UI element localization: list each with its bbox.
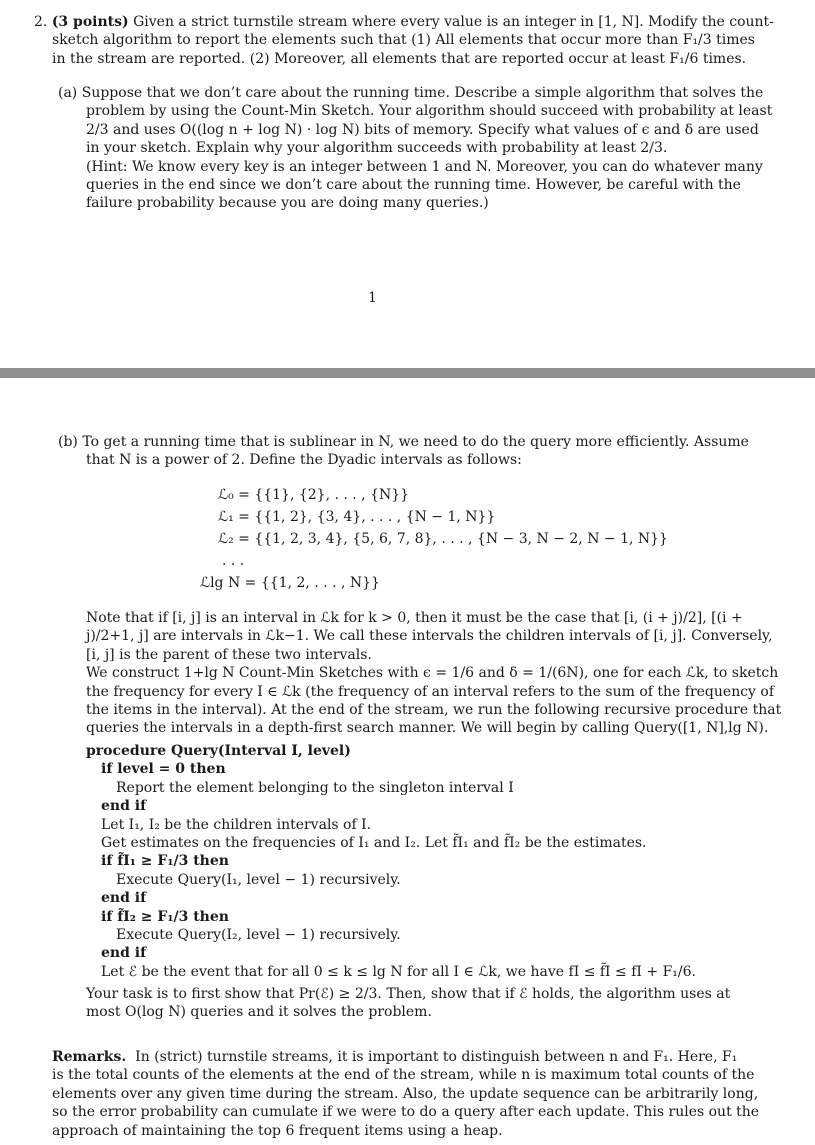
problem-line-3: in the stream are reported. (2) Moreover, all elements that are reported occur at least F₁/6 times. [52,50,747,67]
problem-number: 2. [34,14,48,30]
algo-event-def: Let ℰ be the event that for all 0 ≤ k ≤ lg N for all I ∈ ℒk, we have fI ≤ f̃I ≤ fI + F₁/6. [101,963,696,980]
part-b-body-line-6: the items in the interval). At the end of the stream, we run the following recursive procedure that [86,702,782,719]
remarks [52,1048,760,1140]
part-a-label: (a) [58,85,78,101]
problem-points: (3 points) [51,14,129,30]
part-b-body-line-5: the frequency for every I ∈ ℒk (the frequency of an interval refers to the sum of the frequency of [86,683,775,700]
part-b-body-line-3: [i, j] is the parent of these two intervals. [86,646,372,663]
page-number: 1 [368,290,377,306]
algo-exec-i1: Execute Query(I₁, level − 1) recursively. [116,871,401,888]
part-b-intro [58,433,749,470]
dyadic-ellipsis: . . . [222,553,245,569]
remarks-line-1: Remarks. In (strict) turnstile streams, it is important to distinguish between n and F₁. Here, F₁ [52,1049,738,1065]
remarks-line-3: elements over any given time during the stream. Also, the update sequence can be arbitrarily long, [52,1085,759,1102]
page-separator [0,368,815,378]
remarks-label: Remarks. [52,1049,127,1065]
part-a-hint-line-2: queries in the end since we don’t care about the running time. However, be careful with the [86,177,741,194]
part-b-body-line-2: j)/2+1, j] are intervals in ℒk−1. We call these intervals the children intervals of [i, j]. Conversely, [86,628,773,645]
problem-line-2: sketch algorithm to report the elements such that (1) All elements that occur more than F₁/3 times [52,32,755,49]
algo-if-level: if level = 0 then [101,761,226,778]
dyadic-l1: ℒ₁ = {{1, 2}, {3, 4}, . . . , {N − 1, N}} [218,509,496,525]
part-b-line-2: that N is a power of 2. Define the Dyadic intervals as follows: [86,452,522,469]
part-b-body-line-7: queries the intervals in a depth-first search manner. We will begin by calling Query([1, N],lg N). [86,720,769,737]
query-algorithm [86,742,730,981]
algo-if-i1: if f̃I₁ ≥ F₁/3 then [101,853,229,870]
part-b-task [86,985,730,1022]
algo-report: Report the element belonging to the singleton interval I [116,779,514,796]
algo-if-i2: if f̃I₂ ≥ F₁/3 then [101,908,229,925]
part-a-line-4: in your sketch. Explain why your algorithm succeeds with probability at least 2/3. [86,140,668,157]
problem-statement [34,13,774,68]
algo-exec-i2: Execute Query(I₂, level − 1) recursively. [116,927,401,944]
remarks-line-4: so the error probability can cumulate if we were to do a query after each update. This rules out the [52,1104,760,1121]
part-b-task-line-1: Your task is to first show that Pr(ℰ) ≥ 2/3. Then, show that if ℰ holds, the algorithm uses at [86,986,731,1002]
algo-end-if-3: end if [101,945,147,962]
remarks-line-5: approach of maintaining the top 6 frequent items using a heap. [52,1122,503,1139]
dyadic-l2: ℒ₂ = {{1, 2, 3, 4}, {5, 6, 7, 8}, . . . , {N − 3, N − 2, N − 1, N}} [218,531,668,547]
problem-line-1: 2. (3 points) Given a strict turnstile stream where every value is an integer in [1, N]. Modify the count- [34,14,774,30]
part-b-body [86,609,782,738]
dyadic-l0: ℒ₀ = {{1}, {2}, . . . , {N}} [218,487,410,503]
part-b-label: (b) [58,434,78,450]
algo-get-estimates: Get estimates on the frequencies of I₁ and I₂. Let f̃I₁ and f̃I₂ be the estimates. [101,835,647,852]
part-b-line-1: (b) To get a running time that is sublinear in N, we need to do the query more efficiently. Assume [58,434,749,450]
algo-let-children: Let I₁, I₂ be the children intervals of I. [101,816,372,833]
dyadic-llgn: ℒlg N = {{1, 2, . . . , N}} [200,575,380,591]
part-a-hint-line-1: (Hint: We know every key is an integer between 1 and N. Moreover, you can do whatever many [86,158,763,175]
part-a-line-1: (a) Suppose that we don’t care about the running time. Describe a simple algorithm that solves the [58,85,764,101]
document-page-2 [0,378,815,1145]
document-page-1 [0,0,815,368]
algo-procedure: procedure Query(Interval I, level) [86,743,351,759]
part-b-body-line-1: Note that if [i, j] is an interval in ℒk for k > 0, then it must be the case that [i, (i + j)/2], [(i + [86,610,743,626]
part-a [58,84,773,213]
remarks-line-2: is the total counts of the elements at the end of the stream, while n is maximum total counts of the [52,1067,755,1084]
part-b-body-line-4: We construct 1+lg N Count-Min Sketches with ϵ = 1/6 and δ = 1/(6N), one for each ℒk, to sketch [86,665,779,682]
algo-end-if-2: end if [101,890,147,907]
part-a-line-2: problem by using the Count-Min Sketch. Your algorithm should succeed with probability at least [86,103,773,120]
part-a-line-3: 2/3 and uses O((log n + log N) · log N) bits of memory. Specify what values of ϵ and δ are used [86,121,759,138]
part-b-task-line-2: most O(log N) queries and it solves the problem. [86,1004,432,1021]
part-a-hint-line-3: failure probability because you are doing many queries.) [86,195,489,212]
algo-end-if-1: end if [101,798,147,815]
